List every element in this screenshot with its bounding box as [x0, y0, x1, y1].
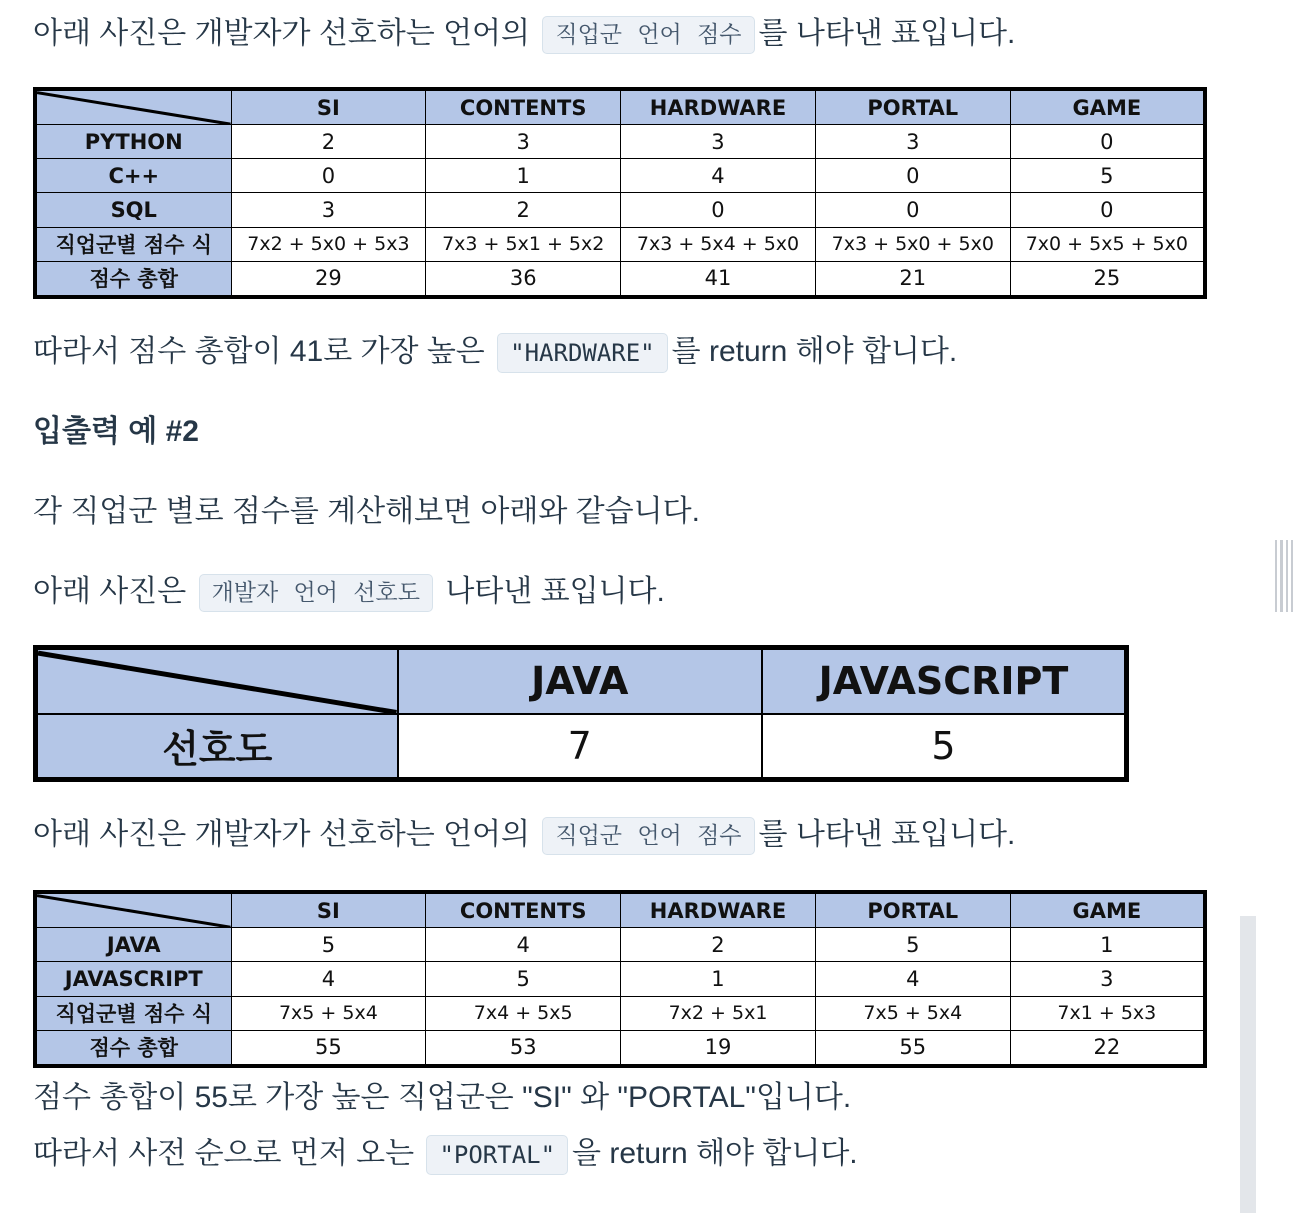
table-cell: 7 — [398, 714, 763, 780]
table-cell: 7x0 + 5x5 + 5x0 — [1010, 227, 1205, 261]
table-cell: 3 — [231, 193, 426, 227]
table-cell: 7x3 + 5x1 + 5x2 — [426, 227, 621, 261]
table-cell: 53 — [426, 1030, 621, 1066]
row-header: 선호도 — [36, 714, 398, 780]
table-cell: 1 — [621, 962, 816, 996]
column-header: HARDWARE — [621, 892, 816, 928]
row-header: 직업군별 점수 식 — [35, 227, 231, 261]
grip-line — [1280, 540, 1282, 612]
table-cell: 0 — [621, 193, 816, 227]
table-cell: 4 — [621, 159, 816, 193]
table-header-row — [35, 89, 1205, 125]
table-cell: 5 — [1010, 159, 1205, 193]
table-cell: 0 — [231, 159, 426, 193]
column-header: CONTENTS — [426, 89, 621, 125]
result-paragraph-1 — [33, 332, 957, 373]
row-header: SQL — [35, 193, 231, 227]
table-cell: 3 — [621, 125, 816, 159]
result-explanation: 점수 총합이 55로 가장 높은 직업군은 "SI" 와 "PORTAL"입니다. — [33, 1081, 852, 1114]
diagonal-line — [37, 894, 231, 927]
section-heading: 입출력 예 #2 — [33, 415, 199, 448]
paragraph-text: 을 return 해야 합니다. — [572, 1137, 858, 1170]
table-cell: 7x5 + 5x4 — [815, 996, 1010, 1030]
column-header: HARDWARE — [621, 89, 816, 125]
table-cell: 7x4 + 5x5 — [426, 996, 621, 1030]
table-cell: 7x3 + 5x4 + 5x0 — [621, 227, 816, 261]
table-row — [35, 928, 1205, 962]
grip-line — [1275, 540, 1277, 612]
paragraph-text: 를 return 해야 합니다. — [671, 335, 958, 368]
table-cell: 0 — [815, 159, 1010, 193]
table-cell: 0 — [815, 193, 1010, 227]
table-cell: 55 — [231, 1030, 426, 1066]
inline-code: "HARDWARE" — [497, 333, 668, 373]
table-cell: 2 — [231, 125, 426, 159]
table-cell: 0 — [1010, 193, 1205, 227]
score-table-1 — [33, 87, 1207, 299]
result-paragraph-2 — [33, 1134, 858, 1175]
table-row — [35, 159, 1205, 193]
inline-code-chip: 직업군 언어 점수 — [542, 817, 754, 855]
inline-code-chip: 직업군 언어 점수 — [542, 16, 754, 54]
paragraph-text: 를 나타낸 표입니다. — [758, 17, 1016, 50]
table-cell: 5 — [426, 962, 621, 996]
table-header-row — [36, 648, 1127, 714]
table-row — [35, 962, 1205, 996]
table-cell: 2 — [621, 928, 816, 962]
row-header: 직업군별 점수 식 — [35, 996, 231, 1030]
column-header: SI — [231, 89, 426, 125]
resize-grip-handle[interactable] — [1275, 540, 1293, 612]
intro-paragraph-2 — [33, 572, 665, 612]
description-paragraph: 각 직업군 별로 점수를 계산해보면 아래와 같습니다. — [33, 495, 700, 528]
table-cell: 4 — [815, 962, 1010, 996]
column-header: JAVASCRIPT — [762, 648, 1127, 714]
table-cell: 25 — [1010, 261, 1205, 297]
table-cell: 5 — [762, 714, 1127, 780]
diagonal-corner-cell — [35, 892, 231, 928]
table-cell: 41 — [621, 261, 816, 297]
row-header: C++ — [35, 159, 231, 193]
scrollbar[interactable] — [1240, 916, 1256, 1213]
table-row — [35, 1030, 1205, 1066]
column-header: JAVA — [398, 648, 763, 714]
column-header: CONTENTS — [426, 892, 621, 928]
table-header-row — [35, 892, 1205, 928]
grip-line — [1286, 540, 1288, 612]
table-row — [35, 125, 1205, 159]
grip-line — [1291, 540, 1293, 612]
table-cell: 22 — [1010, 1030, 1205, 1066]
table-cell: 2 — [426, 193, 621, 227]
diagonal-line — [38, 650, 397, 713]
table-row — [35, 996, 1205, 1030]
table-cell: 7x1 + 5x3 — [1010, 996, 1205, 1030]
paragraph-text: 나타낸 표입니다. — [445, 575, 665, 608]
column-header: GAME — [1010, 892, 1205, 928]
table-cell: 55 — [815, 1030, 1010, 1066]
intro-paragraph-3 — [33, 815, 1015, 855]
table-cell: 1 — [426, 159, 621, 193]
paragraph-text: 아래 사진은 개발자가 선호하는 언어의 — [33, 818, 531, 851]
table-cell: 7x2 + 5x1 — [621, 996, 816, 1030]
paragraph-text: 따라서 사전 순으로 먼저 오는 — [33, 1137, 415, 1170]
table-cell: 4 — [426, 928, 621, 962]
score-table-2 — [33, 890, 1207, 1068]
row-header: PYTHON — [35, 125, 231, 159]
preference-table — [33, 645, 1129, 782]
diagonal-line — [37, 91, 231, 124]
paragraph-text: 아래 사진은 — [33, 575, 187, 608]
row-header: 점수 총합 — [35, 261, 231, 297]
table-cell: 19 — [621, 1030, 816, 1066]
table-cell: 7x3 + 5x0 + 5x0 — [815, 227, 1010, 261]
table-cell: 29 — [231, 261, 426, 297]
table-cell: 3 — [815, 125, 1010, 159]
column-header: SI — [231, 892, 426, 928]
column-header: GAME — [1010, 89, 1205, 125]
table-cell: 3 — [426, 125, 621, 159]
paragraph-text: 아래 사진은 개발자가 선호하는 언어의 — [33, 17, 531, 50]
paragraph-text: 따라서 점수 총합이 41로 가장 높은 — [33, 335, 485, 368]
table-cell: 5 — [231, 928, 426, 962]
table-row — [35, 193, 1205, 227]
inline-code: "PORTAL" — [426, 1135, 568, 1175]
table-cell: 7x5 + 5x4 — [231, 996, 426, 1030]
table-cell: 0 — [1010, 125, 1205, 159]
column-header: PORTAL — [815, 892, 1010, 928]
table-cell: 1 — [1010, 928, 1205, 962]
table-cell: 36 — [426, 261, 621, 297]
table-cell: 7x2 + 5x0 + 5x3 — [231, 227, 426, 261]
row-header: JAVA — [35, 928, 231, 962]
diagonal-corner-cell — [36, 648, 398, 714]
table-row — [35, 227, 1205, 261]
table-cell: 4 — [231, 962, 426, 996]
row-header: JAVASCRIPT — [35, 962, 231, 996]
table-cell: 5 — [815, 928, 1010, 962]
table-cell: 21 — [815, 261, 1010, 297]
inline-code-chip: 개발자 언어 선호도 — [199, 574, 433, 612]
table-row — [36, 714, 1127, 780]
diagonal-corner-cell — [35, 89, 231, 125]
table-cell: 3 — [1010, 962, 1205, 996]
intro-paragraph-1 — [33, 14, 1015, 54]
paragraph-text: 를 나타낸 표입니다. — [758, 818, 1016, 851]
table-row — [35, 261, 1205, 297]
row-header: 점수 총합 — [35, 1030, 231, 1066]
column-header: PORTAL — [815, 89, 1010, 125]
